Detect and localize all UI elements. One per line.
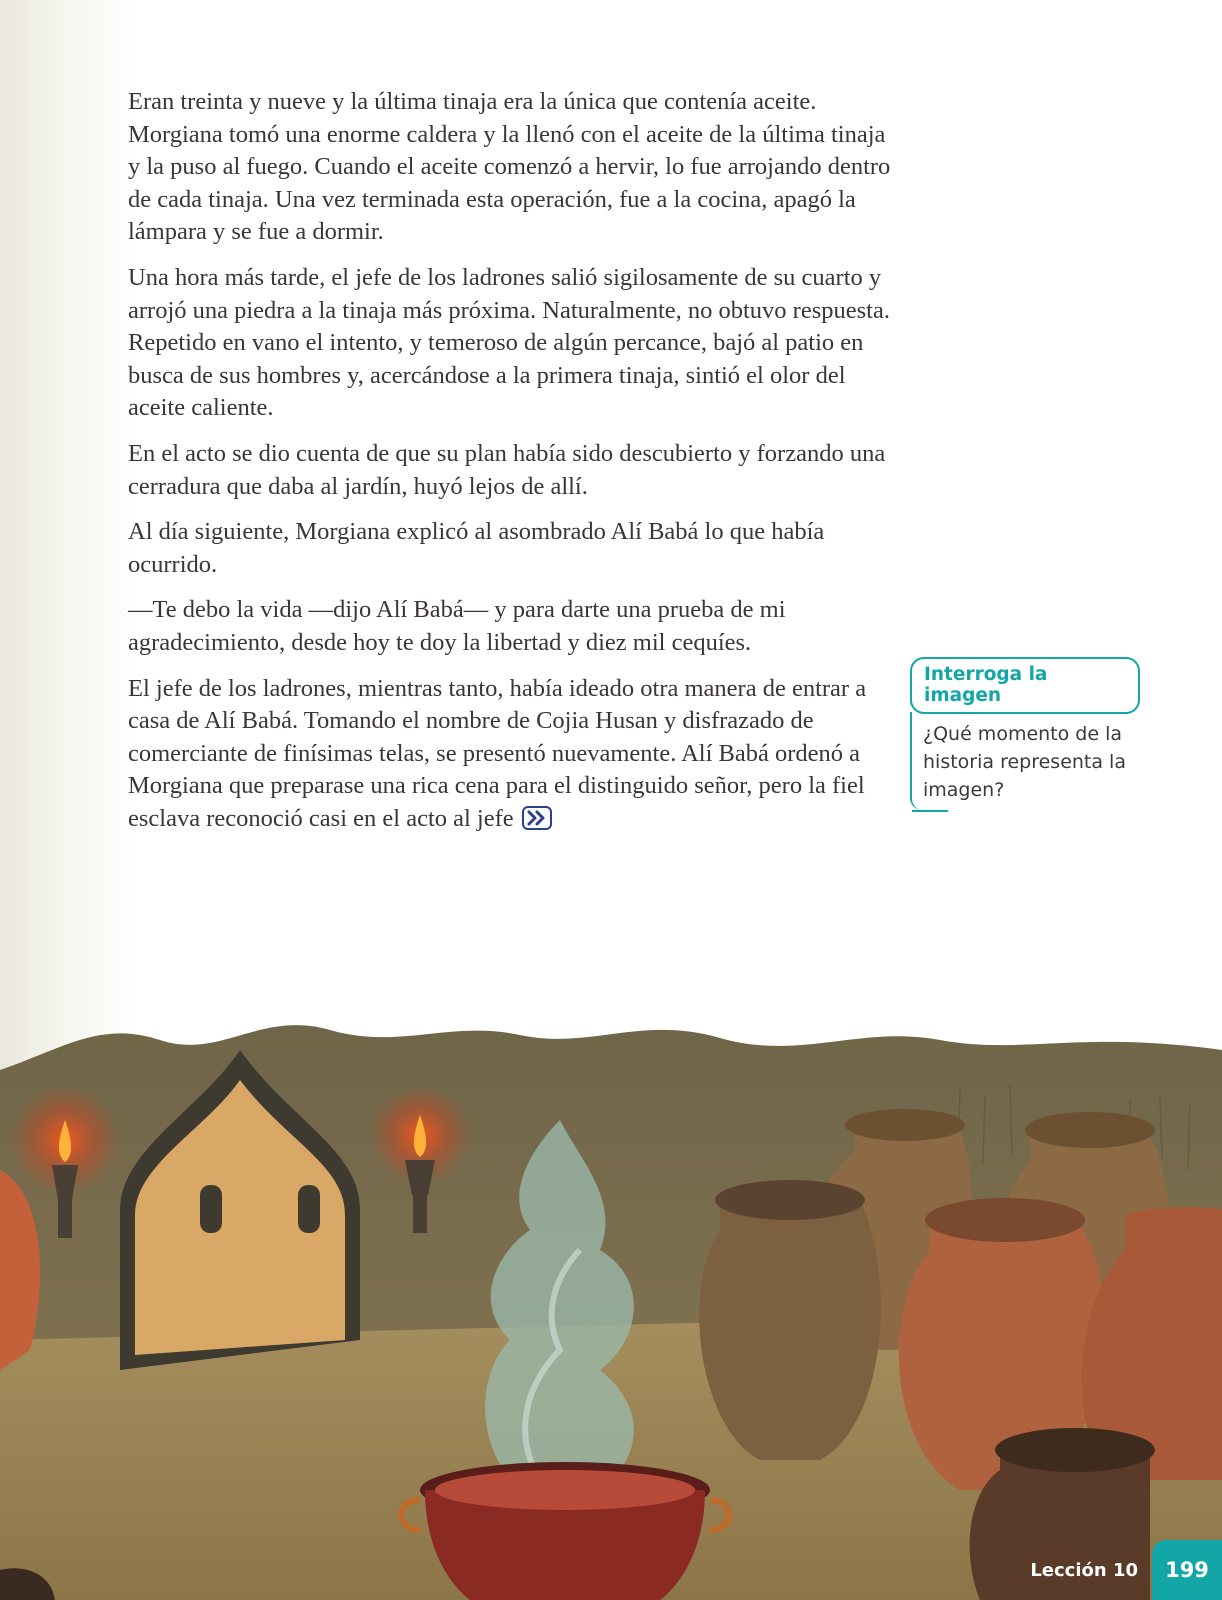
paragraph-4: Al día siguiente, Morgiana explicó al asombrado Alí Babá lo que había ocurrido. [128,518,825,578]
paragraph-1: Eran treinta y nueve y la última tinaja era la única que contenía aceite. Morgiana tomó una enorme caldera y la llenó con el aceite de la última tinaja y la puso al fuego. Cuando el aceite comenzó a hervir, lo fue arrojando dentro de cada tinaja. Una vez terminada esta operación, fue a la cocina, apagó la lámpara y se fue a dormir. [128,88,891,246]
paragraph-5: —Te debo la vida —dijo Alí Babá— y para darte una prueba de mi agradecimiento, desde hoy te doy la libertad y diez mil cequíes. [128,596,786,656]
lesson-label: Lección 10 [1030,1559,1138,1581]
image-question-callout [910,657,1140,810]
paragraph-2: Una hora más tarde, el jefe de los ladrones salió sigilosamente de su cuarto y arrojó una piedra a la tinaja más próxima. Naturalmente, no obtuvo respuesta. Repetido en vano el intento, y temeroso de algún percance, bajó al patio en busca de sus hombres y, acercándose a la primera tinaja, sintió el olor del aceite caliente. [128,263,890,422]
page-footer [1030,1540,1222,1600]
story-text [128,86,898,848]
story-illustration [0,1010,1222,1600]
paragraph-6-text: El jefe de los ladrones, mientras tanto, había ideado otra manera de entrar a casa de Alí Babá. Tomando el nombre de Cojia Husan y disfrazado de comerciante de finísimas telas, se presentó nuevamente. Alí Babá ordenó a Morgiana que preparase una rica cena para el distinguido señor, pero la fiel esclava reconoció casi en el acto al jefe [128,674,867,832]
page-number: 199 [1152,1540,1222,1600]
paragraph-3: En el acto se dio cuenta de que su plan había sido descubierto y forzando una cerradura que daba al jardín, huyó lejos de allí. [128,439,886,500]
paragraph-6 [128,673,898,836]
double-chevron-right-icon[interactable] [522,806,552,830]
callout-question: ¿Qué momento de la historia representa la imagen? [910,712,1130,810]
callout-title: Interroga la imagen [910,657,1140,714]
